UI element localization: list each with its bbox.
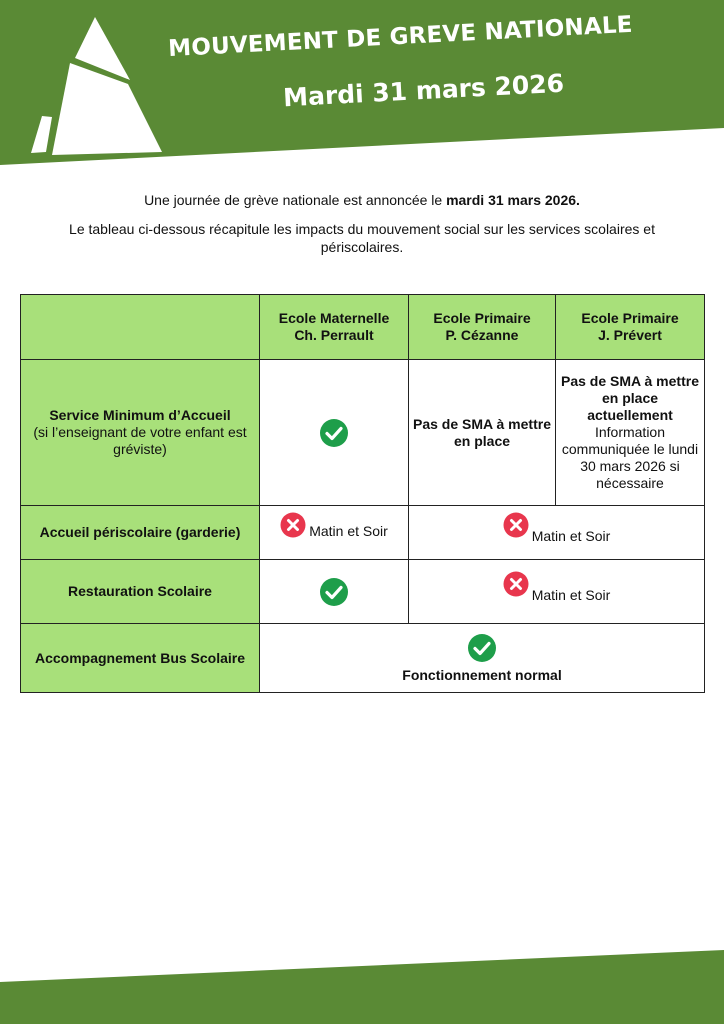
- check-icon: [467, 633, 497, 663]
- check-icon: [319, 577, 349, 607]
- closed-status-text: Matin et Soir: [531, 528, 611, 544]
- column-header-prevert: [556, 295, 705, 360]
- cell-restauration-maternelle: [260, 560, 409, 624]
- cell-bus-all: [260, 624, 705, 693]
- footer-band: [0, 940, 724, 1024]
- closed-status-text: Matin et Soir: [309, 523, 388, 539]
- closed-status: [280, 518, 388, 544]
- table-corner-cell: [21, 295, 260, 360]
- row-label-periscolaire: Accueil périscolaire (garderie): [21, 506, 260, 560]
- column-header-line: Ch. Perrault: [294, 327, 374, 343]
- intro-announcement: [40, 191, 684, 209]
- column-header-line: Ecole Primaire: [433, 310, 531, 326]
- sma-prevert-status: Pas de SMA à mettre en place actuellement: [561, 373, 699, 423]
- cross-icon: [503, 512, 529, 538]
- cross-icon: [503, 571, 529, 597]
- intro-announcement-text: Une journée de grève nationale est annoncée le: [144, 192, 447, 208]
- closed-status: [503, 577, 611, 603]
- intro-summary: Le tableau ci-dessous récapitule les impacts du mouvement social sur les services scolaires et périscolaires.: [69, 221, 655, 255]
- impacts-table: [20, 294, 705, 693]
- check-icon: [319, 418, 349, 448]
- table-header-row: [21, 295, 705, 360]
- row-label-restauration: Restauration Scolaire: [21, 560, 260, 624]
- header-banner: [0, 0, 724, 165]
- closed-status-text: Matin et Soir: [531, 587, 611, 603]
- column-header-line: J. Prévert: [598, 327, 662, 343]
- cell-restauration-primaires: [409, 560, 705, 624]
- sma-prevert-note: Information communiquée le lundi 30 mars 2026 si nécessaire: [561, 424, 699, 491]
- cell-sma-maternelle: [260, 360, 409, 506]
- column-header-cezanne: [409, 295, 556, 360]
- cell-periscolaire-maternelle: [260, 506, 409, 560]
- cell-sma-prevert: [556, 360, 705, 506]
- cell-sma-cezanne: Pas de SMA à mettre en place: [409, 360, 556, 506]
- row-label-bus: Accompagnement Bus Scolaire: [21, 624, 260, 693]
- column-header-line: Ecole Maternelle: [278, 310, 390, 326]
- intro-announcement-date: mardi 31 mars 2026.: [446, 192, 580, 208]
- row-sublabel-text: (si l’enseignant de votre enfant est gréviste): [33, 424, 247, 457]
- page-date: Mardi 31 mars 2026: [282, 68, 565, 113]
- row-label-text: Service Minimum d’Accueil: [49, 407, 231, 423]
- column-header-line: P. Cézanne: [445, 327, 519, 343]
- bus-status-text: Fonctionnement normal: [402, 666, 562, 683]
- row-label-sma: [21, 360, 260, 506]
- column-header-line: Ecole Primaire: [581, 310, 679, 326]
- closed-status: [503, 518, 611, 544]
- cell-periscolaire-primaires: [409, 506, 705, 560]
- table-row-restauration: [21, 560, 705, 624]
- column-header-maternelle: [260, 295, 409, 360]
- table-row-periscolaire: [21, 506, 705, 560]
- table-row-bus: [21, 624, 705, 693]
- cross-icon: [280, 512, 306, 538]
- page-title: MOUVEMENT DE GREVE NATIONALE: [167, 11, 634, 63]
- table-row-sma: [21, 360, 705, 506]
